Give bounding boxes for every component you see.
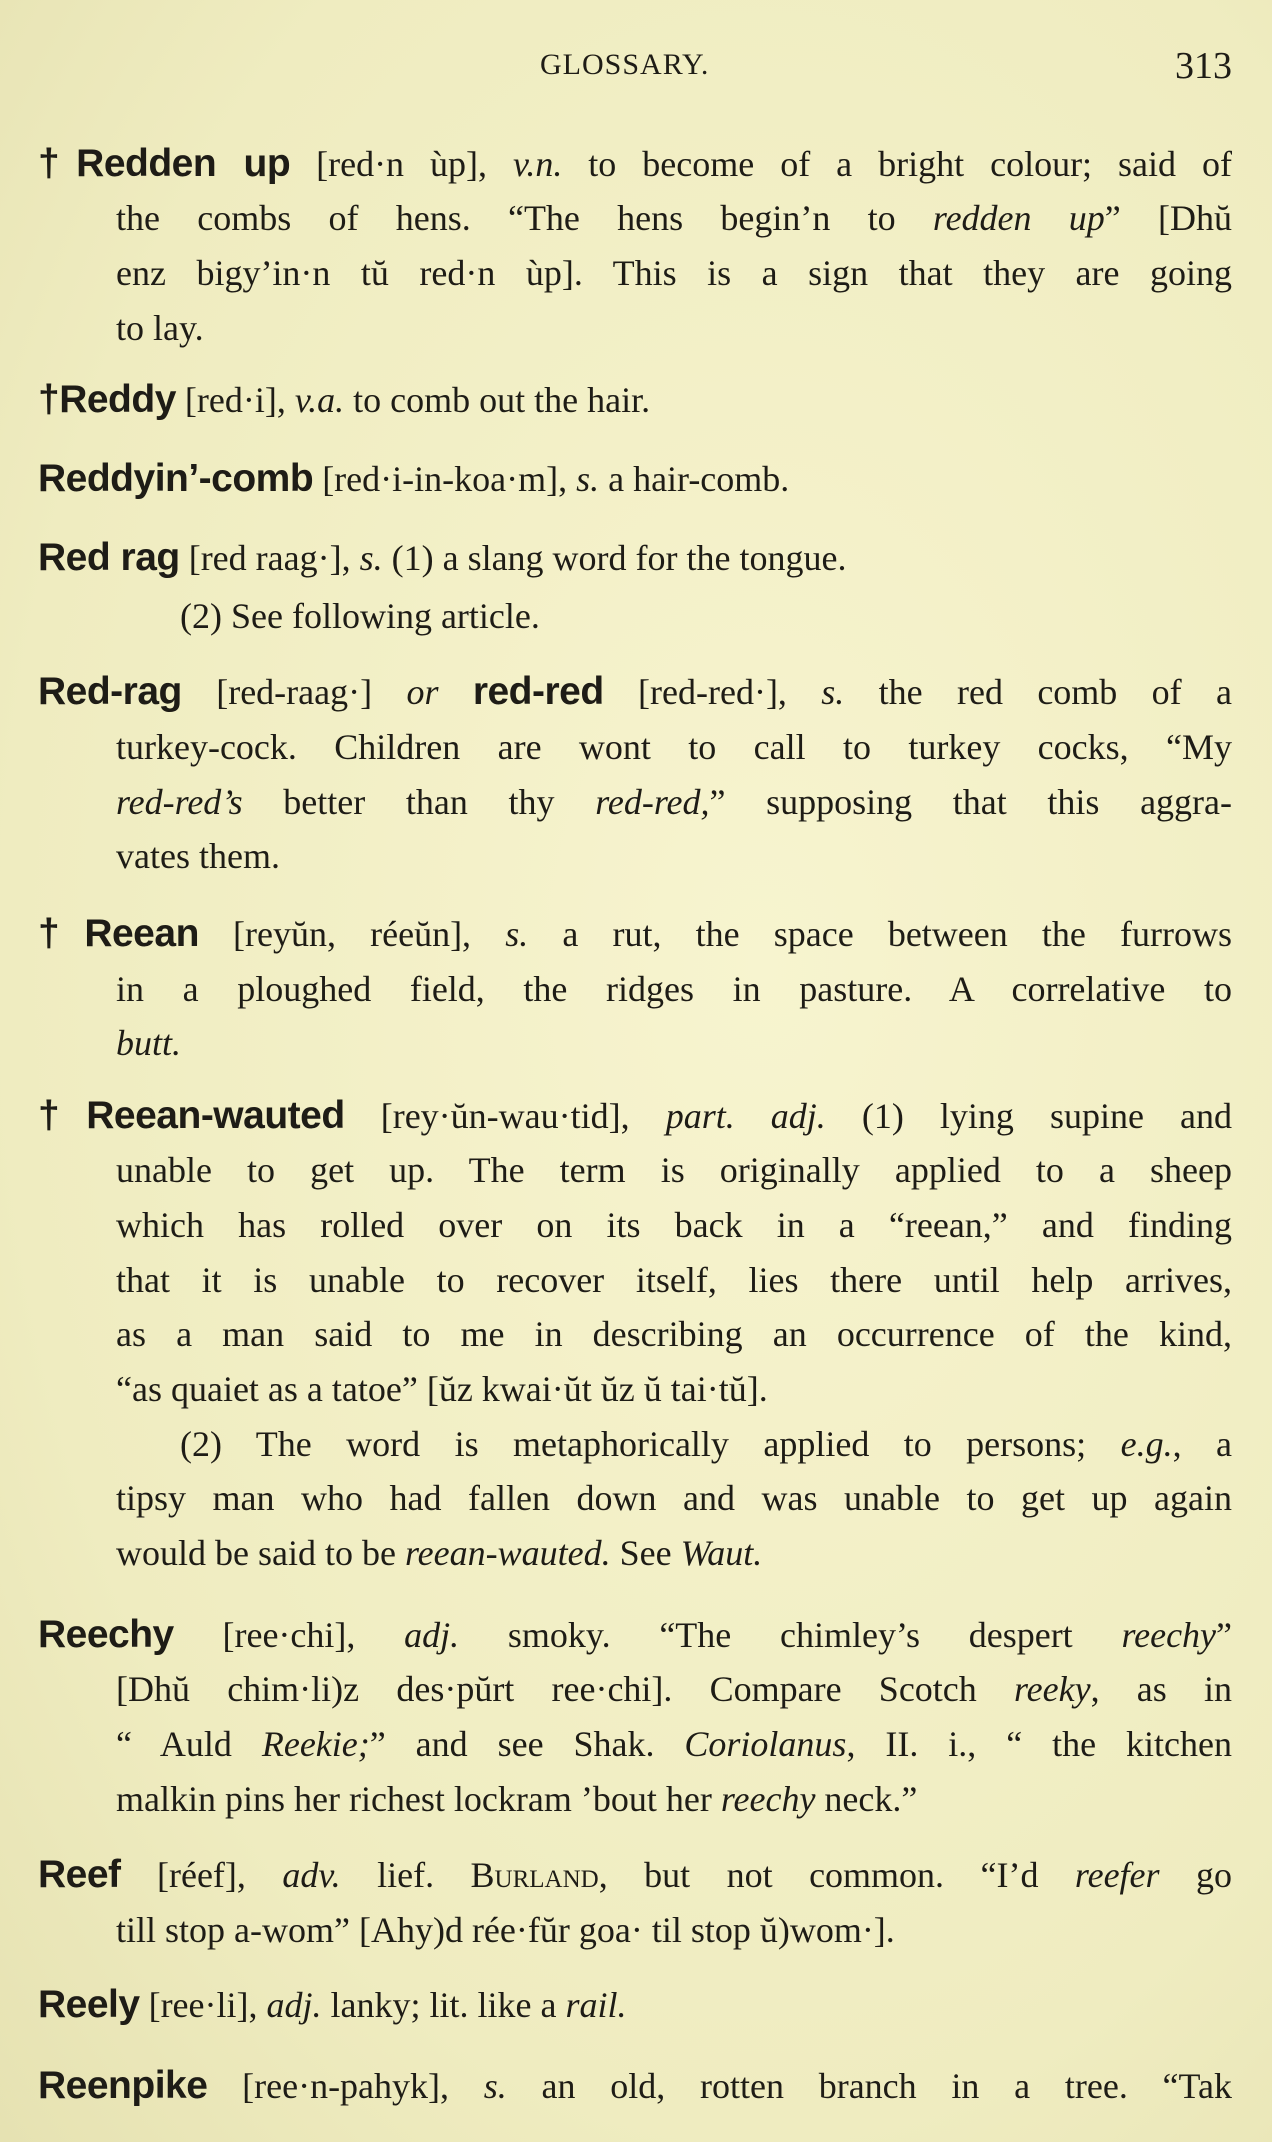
italic-text: reeky	[1013, 1669, 1091, 1709]
italic-text: adj.	[404, 1615, 460, 1655]
headword: Reenpike	[38, 2064, 208, 2107]
text-run: [ree·chi],	[173, 1615, 405, 1655]
headword: Reechy	[38, 1613, 174, 1656]
text-run: ” [Dhŭ	[1104, 198, 1232, 238]
text-run: till stop a-wom” [Ahy)d rée·fŭr goa· til stop ŭ)wom·].	[116, 1910, 895, 1950]
text-run: tipsy man who had fallen down and was unable to get up again	[116, 1478, 1232, 1518]
entry-line	[116, 1307, 1232, 1361]
text-run: ” and see Shak.	[369, 1724, 685, 1764]
text-run: , II. i., “ the kitchen	[846, 1724, 1232, 1764]
italic-text: or	[406, 672, 439, 712]
entry-line	[116, 1526, 1232, 1580]
entry-headline	[38, 137, 1232, 191]
italic-text: Reekie;	[261, 1724, 370, 1764]
text-run: See	[610, 1533, 681, 1573]
headword: Red rag	[38, 536, 180, 579]
italic-text: adv.	[282, 1855, 341, 1895]
text-run: a hair-comb.	[599, 459, 790, 499]
entry-line	[116, 191, 1232, 245]
text-run: to comb out the hair.	[344, 380, 651, 420]
headword: red-red	[472, 670, 604, 713]
entry-line	[116, 720, 1232, 774]
text-run: “ Auld	[116, 1724, 262, 1764]
italic-text: reean-wauted.	[404, 1533, 611, 1573]
text-run: [red·i],	[175, 380, 295, 420]
text-run: , a	[1172, 1424, 1233, 1464]
italic-text: s.	[821, 672, 845, 712]
entry-line	[116, 1143, 1232, 1197]
headword: Reely	[38, 1983, 140, 2026]
entry-line	[116, 1772, 1232, 1826]
italic-text: red-red,	[595, 782, 710, 822]
text-run: malkin pins her richest lockram ’bout her	[116, 1779, 721, 1819]
entry-headline	[38, 1608, 1232, 1662]
text-run: would be said to be	[116, 1533, 405, 1573]
text-run: (2) See following article.	[180, 596, 540, 636]
text-run: [red raag·],	[179, 538, 360, 578]
entry-line	[116, 1471, 1232, 1525]
entry-line	[116, 301, 1232, 355]
text-run: an old, rotten branch in a tree. “Tak	[506, 2066, 1232, 2106]
text-run: the combs of hens. “The hens begin’n to	[116, 198, 933, 238]
entry-line	[116, 1198, 1232, 1252]
headword: †Reean	[38, 912, 199, 955]
entry-line	[116, 829, 1232, 883]
entry-headline	[38, 1978, 1232, 2032]
text-run: a rut, the space between the furrows	[528, 914, 1232, 954]
entry-line	[116, 1253, 1232, 1307]
text-run: lanky; lit. like a	[321, 1985, 566, 2025]
text-run: [rey·ŭn-wau·tid],	[344, 1096, 666, 1136]
entry-line	[116, 1662, 1232, 1716]
headword: Reef	[38, 1853, 121, 1896]
entry-headline	[38, 1848, 1232, 1902]
headword: †Reddy	[38, 378, 176, 421]
entry-line	[116, 962, 1232, 1016]
entry-headline	[38, 531, 1232, 585]
entry-line	[116, 1717, 1232, 1771]
italic-text: rail.	[565, 1985, 627, 2025]
headword: †Reean-wauted	[38, 1094, 345, 1137]
headword: Reddyin’-comb	[38, 457, 314, 500]
text-run: lief.	[340, 1855, 471, 1895]
text-run: ”	[1216, 1615, 1233, 1655]
text-run: better than thy	[242, 782, 596, 822]
entry-line	[116, 1903, 1232, 1957]
text-run: (1) a slang word for the tongue.	[382, 538, 847, 578]
text-run: as a man said to me in describing an occurrence of the kind,	[116, 1314, 1232, 1354]
italic-text: s.	[483, 2066, 507, 2106]
text-run: , as in	[1090, 1669, 1232, 1709]
italic-text: s.	[359, 538, 383, 578]
text-run: that it is unable to recover itself, lies there until help arrives,	[116, 1260, 1232, 1300]
running-head: GLOSSARY.	[540, 48, 710, 81]
text-run: [réef],	[120, 1855, 283, 1895]
entry-headline	[38, 373, 1232, 427]
entry-line	[116, 1362, 1232, 1416]
text-run: ” supposing that this aggra-	[709, 782, 1232, 822]
italic-text: Coriolanus	[684, 1724, 847, 1764]
text-run: smoky. “The chimley’s despert	[459, 1615, 1122, 1655]
text-run: to lay.	[116, 308, 204, 348]
entry-line	[180, 589, 1232, 643]
text-run: vates them.	[116, 836, 280, 876]
text-run: which has rolled over on its back in a “reean,” and finding	[116, 1205, 1232, 1245]
entry-line	[116, 1016, 1232, 1070]
text-run: turkey-cock. Children are wont to call to turkey cocks, “My	[116, 727, 1232, 767]
text-run: “as quaiet as a tatoe” [ŭz kwai·ŭt ŭz ŭ tai·tŭ].	[116, 1369, 768, 1409]
italic-text: Waut.	[680, 1533, 763, 1573]
text-run: enz bigy’in·n tŭ red·n ùp]. This is a sign that they are going	[116, 253, 1232, 293]
entry-line	[116, 246, 1232, 300]
entry-headline	[38, 2059, 1232, 2113]
italic-text: s.	[505, 914, 529, 954]
italic-text: red-red’s	[116, 782, 243, 822]
italic-text: v.a.	[294, 380, 345, 420]
text-run: [red·i-in-koa·m],	[313, 459, 577, 499]
entry-line	[116, 775, 1232, 829]
text-run: the red comb of a	[844, 672, 1232, 712]
italic-text: v.n.	[513, 144, 563, 184]
text-run: to become of a bright colour; said of	[562, 144, 1232, 184]
italic-text: reechy	[1121, 1615, 1217, 1655]
italic-text: reechy	[720, 1779, 816, 1819]
text-run: neck.”	[815, 1779, 918, 1819]
headword: Red-rag	[38, 670, 182, 713]
italic-text: part. adj.	[665, 1096, 826, 1136]
italic-text: reefer	[1074, 1855, 1160, 1895]
text-run: [Dhŭ chim·li)z des·pŭrt ree·chi]. Compare Scotch	[116, 1669, 1014, 1709]
text-run: (2) The word is metaphorically applied to persons;	[180, 1424, 1121, 1464]
italic-text: e.g.	[1120, 1424, 1173, 1464]
text-run: (1) lying supine and	[825, 1096, 1233, 1136]
text-run: in a ploughed field, the ridges in pasture. A correlative to	[116, 969, 1232, 1009]
italic-text: redden up	[932, 198, 1105, 238]
page-number: 313	[1175, 45, 1232, 87]
text-run: [red·n ùp],	[290, 144, 514, 184]
entry-headline	[38, 665, 1232, 719]
text-run: [red-red·],	[603, 672, 822, 712]
text-run: go	[1159, 1855, 1232, 1895]
italic-text: s.	[576, 459, 600, 499]
entry-line	[180, 1417, 1232, 1471]
entry-headline	[38, 452, 1232, 506]
text-run: unable to get up. The term is originally applied to a sheep	[116, 1150, 1232, 1190]
italic-text: adj.	[266, 1985, 322, 2025]
text-run: , but not common. “I’d	[598, 1855, 1075, 1895]
headword: †Redden up	[38, 142, 291, 185]
text-run: [reyŭn, réeŭn],	[198, 914, 506, 954]
text-run: [ree·li],	[139, 1985, 267, 2025]
entry-headline	[38, 907, 1232, 961]
italic-text: butt.	[116, 1023, 182, 1063]
text-run: [red-raag·]	[181, 672, 407, 712]
text-run	[438, 672, 472, 712]
entry-headline	[38, 1089, 1232, 1143]
text-run: [ree·n-pahyk],	[207, 2066, 484, 2106]
small-caps-text: Burland	[470, 1855, 599, 1895]
